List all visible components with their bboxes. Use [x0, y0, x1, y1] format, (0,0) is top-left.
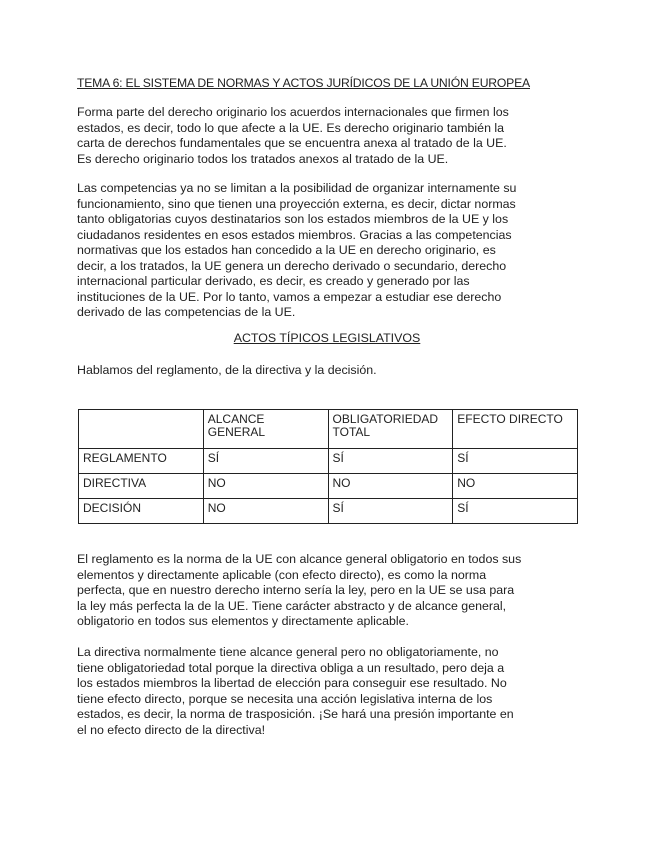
text-line: la ley más perfecta la de la UE. Tiene carácter abstracto y de alcance general, — [77, 598, 507, 613]
text-line: elementos y directamente aplicable (con efecto directo), es como la norma — [77, 567, 487, 582]
table-cell: REGLAMENTO — [79, 449, 204, 474]
document-title: TEMA 6: EL SISTEMA DE NORMAS Y ACTOS JURÍDICOS DE LA UNIÓN EUROPEA — [77, 76, 530, 90]
table-header-cell: EFECTO DIRECTO — [453, 410, 578, 449]
paragraph-reglamento — [77, 552, 587, 630]
table-cell: DECISIÓN — [79, 499, 204, 524]
text-line: estados, es decir, la norma de trasposición. ¡Se hará una presión importante en — [77, 707, 514, 721]
table-cell: NO — [203, 474, 328, 499]
table-cell: SÍ — [328, 499, 453, 524]
intro-text: Hablamos del reglamento, de la directiva y la decisión. — [77, 363, 377, 377]
table-cell: NO — [328, 474, 453, 499]
text-line: los estados miembros la libertad de elección para conseguir ese resultado. No — [77, 676, 507, 690]
text-line: Es derecho originario todos los tratados anexos al tratado de la UE. — [77, 151, 449, 166]
table-cell: SÍ — [203, 449, 328, 474]
paragraph-derecho-originario — [77, 105, 587, 167]
table-header-cell: OBLIGATORIEDAD TOTAL — [328, 410, 453, 449]
paragraph-competencias — [77, 181, 587, 321]
table-cell: SÍ — [453, 499, 578, 524]
table-header-row — [79, 410, 578, 449]
table-cell: NO — [203, 499, 328, 524]
table-header-cell: ALCANCE GENERAL — [203, 410, 328, 449]
table-row — [79, 474, 578, 499]
table-header-cell — [79, 410, 204, 449]
text-line: estados, es decir, todo lo que afecte a la UE. Es derecho originario también la — [77, 120, 505, 135]
acts-table — [78, 409, 578, 524]
text-line: Forma parte del derecho originario los acuerdos internacionales que firmen los — [77, 105, 509, 119]
text-line: Las competencias ya no se limitan a la posibilidad de organizar internamente su — [77, 181, 517, 195]
text-line: normativas que los estados han concedido a la UE en derecho originario, es — [77, 243, 496, 257]
text-line: carta de derechos fundamentales que se encuentra anexa al tratado de la UE. — [77, 136, 507, 150]
paragraph-directiva — [77, 645, 587, 738]
text-line: El reglamento es la norma de la UE con alcance general obligatorio en todos sus — [77, 552, 522, 566]
text-line: ciudadanos residentes en esos estados miembros. Gracias a las competencias — [77, 227, 512, 242]
table-row — [79, 449, 578, 474]
text-line: La directiva normalmente tiene alcance general pero no obligatoriamente, no — [77, 645, 499, 659]
text-line: el no efecto directo de la directiva! — [77, 722, 266, 737]
text-line: perfecta, que en nuestro derecho interno sería la ley, pero en la UE se usa para — [77, 583, 515, 597]
text-line: tiene obligatoriedad total porque la directiva obliga a un resultado, pero deja a — [77, 660, 505, 675]
text-line: instituciones de la UE. Por lo tanto, vamos a empezar a estudiar ese derecho — [77, 289, 502, 304]
text-line: tanto obligatorias cuyos destinatarios son los estados miembros de la UE y los — [77, 212, 509, 226]
text-line: obligatorio en todos sus elementos y directamente aplicable. — [77, 614, 409, 628]
text-line: funcionamiento, sino que tienen una proyección externa, es decir, dictar normas — [77, 196, 516, 211]
table-cell: SÍ — [328, 449, 453, 474]
section-heading-text: ACTOS TÍPICOS LEGISLATIVOS — [233, 331, 421, 345]
section-heading — [77, 331, 577, 347]
table-cell: DIRECTIVA — [79, 474, 204, 499]
table-cell: NO — [453, 474, 578, 499]
table-row — [79, 499, 578, 524]
text-line: tiene efecto directo, porque se necesita una acción legislativa interna de los — [77, 691, 493, 706]
text-line: internacional particular derivado, es decir, es creado y generado por las — [77, 274, 470, 288]
text-line: derivado de las competencias de la UE. — [77, 305, 296, 319]
table-cell: SÍ — [453, 449, 578, 474]
text-line: decir, a los tratados, la UE genera un derecho derivado o secundario, derecho — [77, 258, 507, 273]
